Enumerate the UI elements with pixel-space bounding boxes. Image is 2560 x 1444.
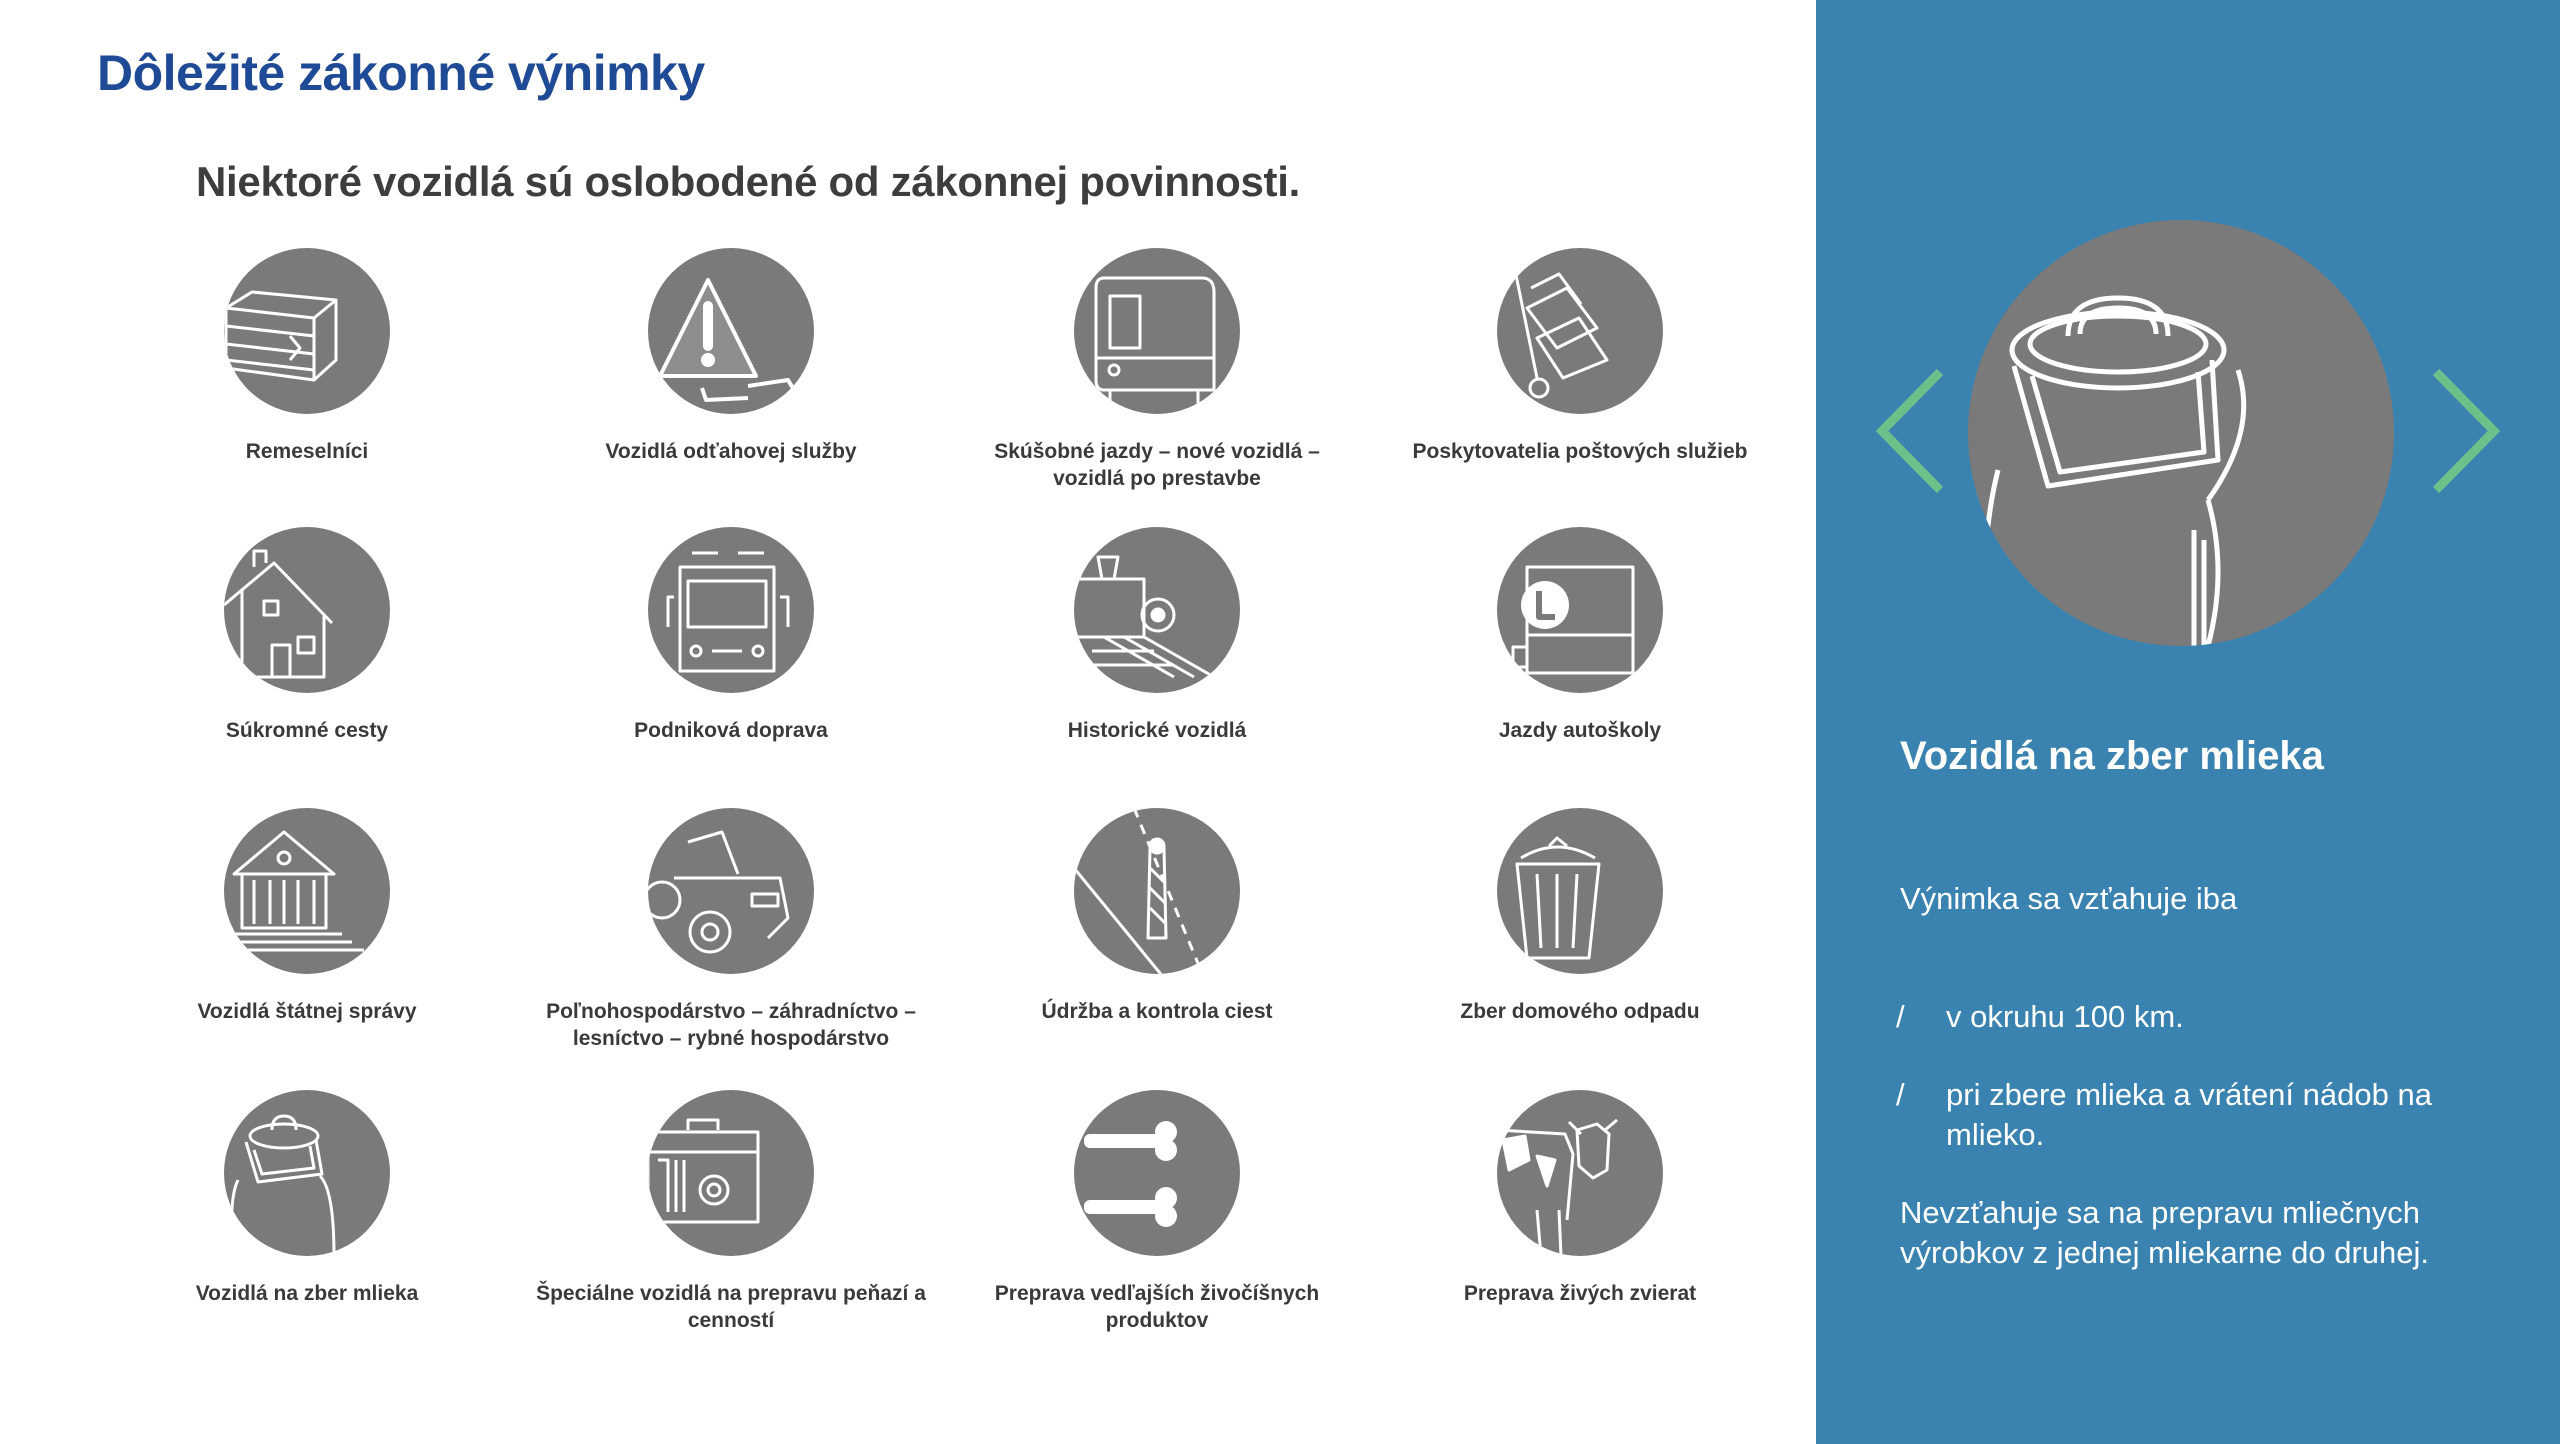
tile-label: Preprava vedľajších živočíšnych produktov <box>994 1282 1320 1332</box>
tile-label: Poskytovatelia poštových služieb <box>1412 440 1748 463</box>
tile-company-transport[interactable] <box>521 527 941 744</box>
tile-label: Remeselníci <box>245 440 369 463</box>
money-case-icon <box>648 1090 814 1256</box>
bullet-text: v okruhu 100 km. <box>1946 999 2184 1034</box>
steam-locomotive-icon <box>1074 527 1240 693</box>
bus-icon <box>648 527 814 693</box>
tile-agriculture[interactable] <box>521 808 941 1052</box>
page-subtitle: Niektoré vozidlá sú oslobodené od zákonnej povinnosti. <box>196 158 1300 205</box>
tile-tow-service[interactable] <box>521 248 941 465</box>
tile-label: Vozidlá na zber mlieka <box>195 1282 419 1305</box>
tile-postal-services[interactable] <box>1370 248 1790 465</box>
tile-label: Vozidlá štátnej správy <box>197 1000 417 1023</box>
bullet-marker: / <box>1896 999 1905 1034</box>
road-post-icon <box>1074 808 1240 974</box>
bullet-item <box>1896 997 2516 1037</box>
learner-bus-icon <box>1497 527 1663 693</box>
toolbox-icon <box>224 248 390 414</box>
trash-can-icon <box>1497 808 1663 974</box>
tile-label: Poľnohospodárstvo – záhradníctvo – lesníctvo – rybné hospodárstvo <box>546 1000 916 1050</box>
house-icon <box>224 527 390 693</box>
tile-test-drives[interactable] <box>947 248 1367 492</box>
tile-state-administration[interactable] <box>97 808 517 1025</box>
tile-label: Špeciálne vozidlá na prepravu peňazí a cenností <box>536 1282 926 1332</box>
chevron-left-icon[interactable] <box>1870 366 1950 496</box>
van-icon <box>1074 248 1240 414</box>
tile-label: Jazdy autoškoly <box>1498 719 1662 742</box>
tile-label: Vozidlá odťahovej služby <box>605 440 857 463</box>
tile-label: Podniková doprava <box>634 719 828 742</box>
tile-historic-vehicles[interactable] <box>947 527 1367 744</box>
tile-animal-byproducts[interactable] <box>947 1090 1367 1334</box>
tile-live-animals[interactable] <box>1370 1090 1790 1307</box>
chevron-right-icon[interactable] <box>2426 366 2506 496</box>
milk-can-icon <box>1968 220 2394 646</box>
tile-label: Preprava živých zvierat <box>1463 1282 1697 1305</box>
bone-icon <box>1074 1090 1240 1256</box>
page-title: Dôležité zákonné výnimky <box>97 45 705 101</box>
tile-remeselnici[interactable] <box>97 248 517 465</box>
milk-can-icon <box>224 1090 390 1256</box>
tile-label: Historické vozidlá <box>1067 719 1247 742</box>
cow-icon <box>1497 1090 1663 1256</box>
tile-label: Zber domového odpadu <box>1460 1000 1700 1023</box>
bullet-item <box>1896 1075 2516 1155</box>
tile-label: Súkromné cesty <box>225 719 389 742</box>
detail-panel <box>1816 0 2560 1444</box>
tile-label: Údržba a kontrola ciest <box>1041 1000 1273 1023</box>
bullet-marker: / <box>1896 1077 1905 1112</box>
bullet-text: pri zbere mlieka a vrátení nádob na mlieko. <box>1946 1077 2432 1152</box>
tile-milk-collection[interactable] <box>97 1090 517 1307</box>
tile-waste-collection[interactable] <box>1370 808 1790 1025</box>
panel-note: Nevzťahuje sa na prepravu mliečnych výrobkov z jednej mliekarne do druhej. <box>1900 1195 2429 1270</box>
tile-private-roads[interactable] <box>97 527 517 744</box>
panel-intro: Výnimka sa vzťahuje iba <box>1900 881 2238 916</box>
tile-label: Skúšobné jazdy – nové vozidlá – vozidlá po prestavbe <box>994 440 1320 490</box>
warning-triangle-icon <box>648 248 814 414</box>
panel-title: Vozidlá na zber mlieka <box>1900 734 2324 778</box>
government-building-icon <box>224 808 390 974</box>
tile-cash-transport[interactable] <box>521 1090 941 1334</box>
tractor-icon <box>648 808 814 974</box>
tile-driving-school[interactable] <box>1370 527 1790 744</box>
tile-road-maintenance[interactable] <box>947 808 1367 1025</box>
hand-truck-icon <box>1497 248 1663 414</box>
